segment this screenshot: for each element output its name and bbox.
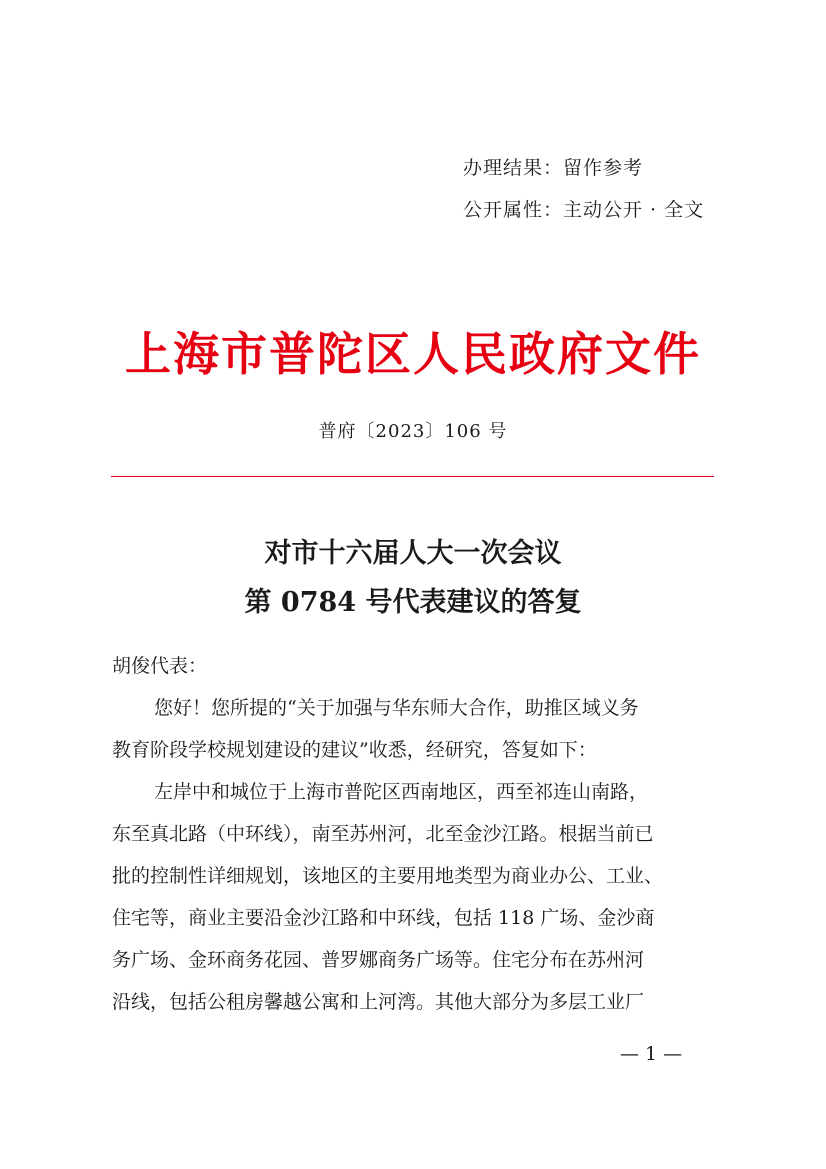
paragraph-line: 教育阶段学校规划建设的建议”收悉，经研究，答复如下： xyxy=(112,739,597,761)
handling-result: 办理结果：留作参考 xyxy=(463,157,644,179)
paragraph-line: 批的控制性详细规划，该地区的主要用地类型为商业办公、工业、 xyxy=(112,865,664,887)
title-line-1: 对市十六届人大一次会议 xyxy=(264,538,562,569)
document-number: 普府〔2023〕106 号 xyxy=(318,421,508,442)
salutation: 胡俊代表： xyxy=(112,655,208,677)
title-line-2: 第 0784 号代表建议的答复 xyxy=(244,587,582,618)
paragraph-line: 东至真北路（中环线），南至苏州河，北至金沙江路。根据当前已 xyxy=(112,823,654,845)
issuer-header: 上海市普陀区人民政府文件 xyxy=(125,327,701,381)
paragraph-line: 务广场、金环商务花园、普罗娜商务广场等。住宅分布在苏州河 xyxy=(112,949,645,971)
paragraph-line: 左岸中和城位于上海市普陀区西南地区，西至祁连山南路， xyxy=(154,781,649,803)
paragraph-line: 住宅等，商业主要沿金沙江路和中环线，包括 118 广场、金沙商 xyxy=(112,907,655,929)
paragraph-line: 沿线，包括公租房馨越公寓和上河湾。其他大部分为多层工业厂 xyxy=(112,991,645,1013)
paragraph-line: 您好！您所提的“关于加强与华东师大合作，助推区域义务 xyxy=(154,697,639,719)
disclosure-attribute: 公开属性：主动公开 · 全文 xyxy=(463,199,705,221)
page-number: — 1 — xyxy=(620,1043,683,1065)
red-divider xyxy=(111,476,714,477)
